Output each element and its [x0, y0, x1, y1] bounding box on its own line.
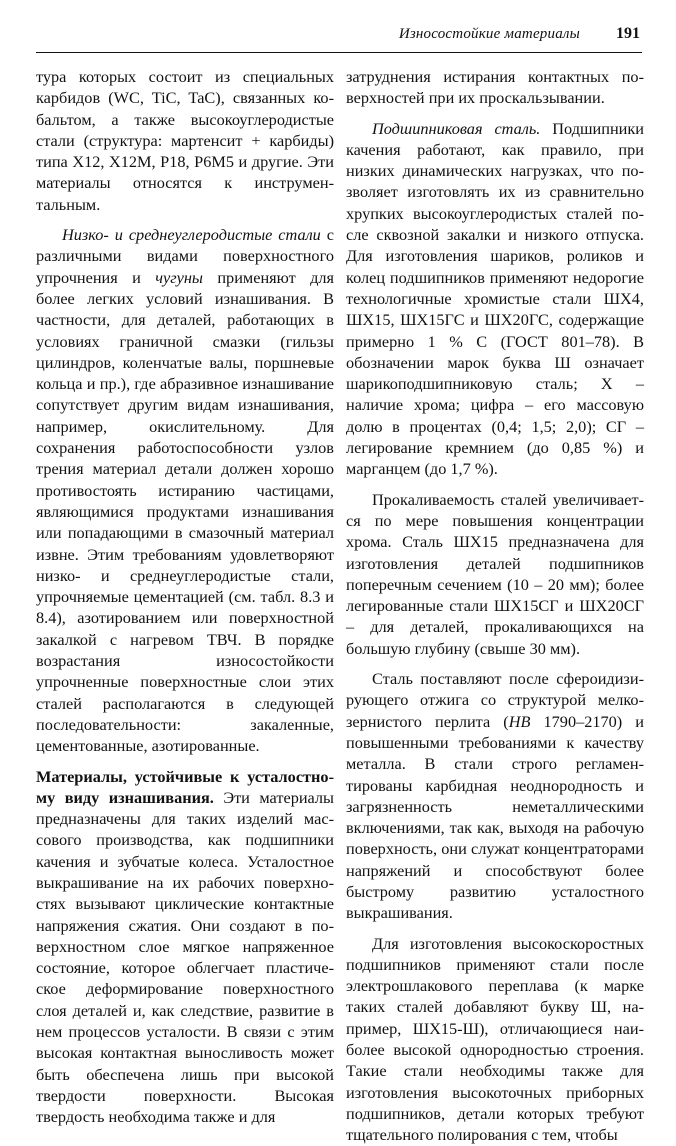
- page-number: 191: [616, 25, 640, 42]
- running-header: [36, 22, 642, 53]
- paragraph-fatigue-resistant-materials: Материалы, устойчивые к усталостному виду изнашивания. Эти материалы предназначены для таких изделий массового производства, как подшипники качения и зубчатые колеса. Усталостное выкрашивание на их рабочих поверхностях вызывают циклические контактные напряжения сжатия. Они создают в поверхностном слое мягкое напряженное состояние, которое облегчает пластическое деформирование поверхностного слоя деталей и, как следствие, развитие в нем процессов усталости. В связи с этим высокая контактная выносливость может быть обеспечена лишь при высокой твердости поверхности. Высокая твердость необходима также и для: [36, 766, 334, 1127]
- term-hb: НВ: [508, 711, 531, 731]
- section-heading-fatigue: Материалы, устойчивые к усталостному виду изнашивания.: [36, 766, 334, 807]
- paragraph-hardenability: Прокаливаемость сталей увеличивается по мере повышения концентрации хрома. Сталь ШХ15 предназначена для изготовления деталей подшипников поперечным сечением (10 – 20 мм); более легированные стали ШХ15СГ и ШХ20СГ – для деталей, прокаливающихся на большую глубину (свыше 30 мм).: [346, 489, 644, 658]
- paragraph-annealing: Сталь поставляют после сфероидизирующего отжига со структурой мелкозернистого перлита (НВ 1790–2170) и повышенными требованиями к качеству металла. В стали строго регламентированы карбидная неоднородность и загрязненность неметаллическими включениями, так как, выходя на рабочую поверхность, они служат концентраторами напряжений и способствуют более быстрому развитию усталостного выкрашивания.: [346, 669, 644, 923]
- left-column: [36, 66, 334, 1128]
- section-heading-bearing-steel: Подшипниковая сталь.: [372, 118, 541, 138]
- running-header-title: Износостойкие материалы: [398, 26, 580, 42]
- term-low-medium-carbon-steels: Низко- и среднеуглеродистые стали: [62, 225, 321, 245]
- paragraph-tool-materials: тура которых состоит из специальных карбидов (WC, TiC, TaC), связанных кобальтом, а также высокоуглеродистые стали (структура: мартенсит + карбиды) типа Х12, Х12М, Р18, Р6М5 и другие. Эти материалы относятся к инструментальным.: [36, 67, 334, 214]
- paragraph-continuation: затруднения истирания контактных поверхностей при их проскальзывании.: [346, 67, 644, 108]
- paragraph-electroslag-remelting: Для изготовления высокоскоростных подшипников применяют стали после электрошлакового переплава (к марке таких сталей добавляют букву Ш, например, ШХ15-Ш), отличающиеся наиболее высокой однородностью строения. Такие стали необходимы также для изготовления высокоточных приборных подшипников, детали которых требуют тщательного полирования с тем, чтобы: [346, 933, 644, 1145]
- term-cast-iron: чугуны: [155, 267, 203, 287]
- right-column: [346, 66, 644, 1146]
- paragraph-low-carbon-steels: Низко- и среднеуглеродистые стали с различными видами поверхностного упрочнения и чугуны применяют для более легких условий изнашивания. В частности, для деталей, работающих в условиях граничной смазки (гильзы цилиндров, коленчатые валы, поршневые кольца и пр.), где абразивное изнашивание сопутствует другим видам изнашивания, например, окислительному. Для сохранения работоспособности узлов трения материал детали должен хорошо противостоять истиранию частицами, являющимися продуктами изнашивания или попадающими в смазочный материал извне. Этим требованиям удовлетворяют низко- и среднеуглеродистые стали, упрочняемые цементацией (см. табл. 8.3 и 8.4), азотированием или поверхностной закалкой с нагревом ТВЧ. В порядке возрастания износостойкости упрочненные поверхностные слои этих сталей располагаются в следующей последовательности: закаленные, цементованные, азотированные.: [36, 225, 334, 756]
- paragraph-bearing-steel: Подшипниковая сталь. Подшипники качения работают, как правило, при низких динамических нагрузках, что позволяет изготовлять их из сравнительно хрупких высокоуглеродистых сталей после сквозной закалки и низкого отпуска. Для изготовления шариков, роликов и колец подшипников применяют недорогие технологичные хромистые стали ШХ4, ШХ15, ШХ15ГС и ШХ20ГС, содержащие примерно 1 % С (ГОСТ 801–78). В обозначении марок буква Ш означает шарикоподшипниковую сталь; Х – наличие хрома; цифра – его массовую долю в процентах (0,4; 1,5; 2,0); СГ – легирование кремнием (до 0,85 %) и марганцем (до 1,7 %).: [346, 118, 644, 479]
